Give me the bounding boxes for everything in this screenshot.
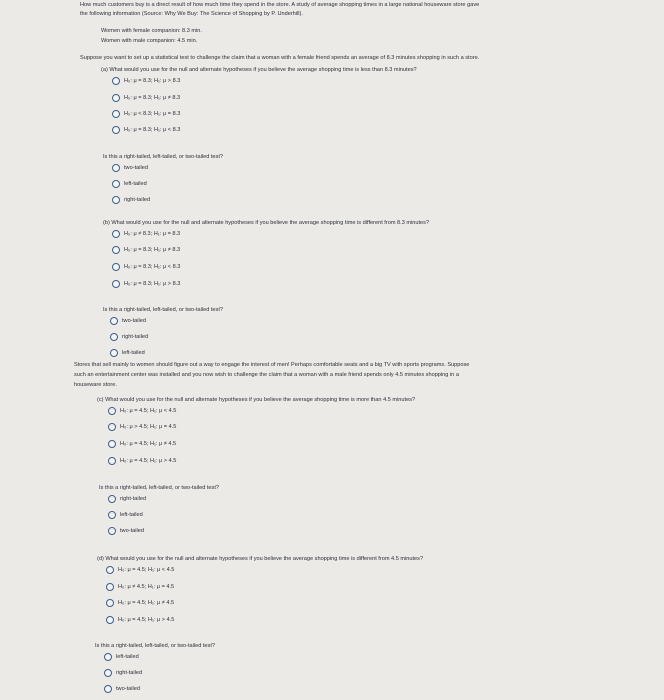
option-label: H₀: μ = 8.3; H₁: μ > 8.3 (124, 280, 181, 287)
part-d-tail-option-2[interactable] (104, 669, 142, 677)
option-label: H₀: μ = 4.5; H₁: μ < 4.5 (120, 407, 177, 414)
option-label: left-tailed (122, 349, 145, 356)
radio-button[interactable] (104, 669, 112, 677)
part-b-option-1[interactable] (112, 230, 180, 238)
part-a-option-2[interactable] (112, 94, 180, 102)
intro-line-2: the following information (Source: Why We Buy: The Science of Shopping by P. Underhill). (80, 11, 303, 17)
option-label: H₀: μ = 8.3; H₁: μ < 8.3 (124, 263, 181, 270)
part-b-option-3[interactable] (112, 263, 180, 271)
part-b-question: (b) What would you use for the null and alternate hypotheses if you believe the average shopping time is different from 8.3 minutes? (103, 220, 430, 226)
radio-button[interactable] (112, 180, 120, 188)
radio-button[interactable] (108, 440, 116, 448)
radio-button[interactable] (108, 423, 116, 431)
radio-button[interactable] (104, 685, 112, 693)
part-d-option-4[interactable] (106, 616, 174, 624)
part-c-tail-option-1[interactable] (108, 495, 146, 503)
option-label: right-tailed (116, 669, 143, 676)
option-label: right-tailed (122, 333, 149, 340)
stores-line-3: houseware store. (74, 382, 117, 388)
option-label: H₀: μ = 4.5; H₁: μ > 4.5 (118, 616, 175, 623)
part-c-tail-option-3[interactable] (108, 527, 144, 535)
radio-button[interactable] (110, 317, 118, 325)
part-b-tail-question: Is this a right-tailed, left-tailed, or two-tailed test? (103, 307, 224, 313)
option-label: two-tailed (120, 527, 144, 534)
part-b-tail-option-2[interactable] (110, 333, 148, 341)
radio-button[interactable] (112, 280, 120, 288)
option-label: H₀: μ = 4.5; H₁: μ ≠ 4.5 (120, 440, 177, 447)
radio-button[interactable] (106, 566, 114, 574)
radio-button[interactable] (112, 77, 120, 85)
part-a-option-4[interactable] (112, 126, 180, 134)
part-c-tail-option-2[interactable] (108, 511, 143, 519)
option-label: left-tailed (120, 511, 143, 518)
intro-line-1: How much customers buy is a direct result of how much time they spend in the store. A study of average shopping times in a large national houseware store gave (80, 2, 480, 8)
option-label: right-tailed (120, 495, 147, 502)
radio-button[interactable] (108, 495, 116, 503)
part-d-tail-question: Is this a right-tailed, left-tailed, or two-tailed test? (95, 643, 216, 649)
option-label: H₀: μ ≠ 8.3; H₁: μ = 8.3 (124, 230, 181, 237)
option-label: left-tailed (124, 180, 147, 187)
option-label: H₀: μ = 4.5; H₁: μ ≠ 4.5 (118, 599, 175, 606)
radio-button[interactable] (112, 246, 120, 254)
part-a-tail-option-1[interactable] (112, 164, 148, 172)
stores-line-2: such an entertainment center was installed and you now wish to challenge the claim that a woman with a male friend spends only 4.5 minutes shopping in a (74, 372, 459, 378)
part-a-option-1[interactable] (112, 77, 180, 85)
part-b-option-2[interactable] (112, 246, 180, 254)
option-label: H₀: μ = 8.3; H₁: μ < 8.3 (124, 126, 181, 133)
radio-button[interactable] (108, 511, 116, 519)
part-b-tail-option-1[interactable] (110, 317, 146, 325)
radio-button[interactable] (112, 263, 120, 271)
option-label: H₀: μ ≠ 4.5; H₁: μ = 4.5 (118, 583, 175, 590)
radio-button[interactable] (112, 126, 120, 134)
option-label: two-tailed (116, 685, 140, 692)
part-b-option-4[interactable] (112, 280, 180, 288)
radio-button[interactable] (106, 616, 114, 624)
radio-button[interactable] (108, 407, 116, 415)
part-a-tail-option-2[interactable] (112, 180, 147, 188)
part-b-tail-option-3[interactable] (110, 349, 145, 357)
radio-button[interactable] (108, 527, 116, 535)
stores-line-1: Stores that sell mainly to women should figure out a way to engage the interest of men! Perhaps comfortable seats and a big TV with sports programs. Suppose (74, 362, 470, 368)
option-label: H₀: μ = 4.5; H₁: μ < 4.5 (118, 566, 175, 573)
part-a-tail-question: Is this a right-tailed, left-tailed, or two-tailed test? (103, 154, 224, 160)
part-c-option-4[interactable] (108, 457, 176, 465)
radio-button[interactable] (112, 94, 120, 102)
option-label: H₀: μ > 4.5; H₁: μ = 4.5 (120, 423, 177, 430)
male-companion-time: Women with male companion: 4.5 min. (101, 38, 198, 44)
radio-button[interactable] (112, 230, 120, 238)
part-a-tail-option-3[interactable] (112, 196, 150, 204)
part-a-option-3[interactable] (112, 110, 180, 118)
female-companion-time: Women with female companion: 8.3 min. (101, 28, 202, 34)
radio-button[interactable] (106, 583, 114, 591)
radio-button[interactable] (106, 599, 114, 607)
part-d-option-1[interactable] (106, 566, 174, 574)
radio-button[interactable] (110, 333, 118, 341)
option-label: H₀: μ < 8.3; H₁: μ = 8.3 (124, 110, 181, 117)
radio-button[interactable] (112, 110, 120, 118)
radio-button[interactable] (108, 457, 116, 465)
radio-button[interactable] (112, 164, 120, 172)
part-d-option-3[interactable] (106, 599, 174, 607)
option-label: H₀: μ = 8.3; H₁: μ ≠ 8.3 (124, 94, 181, 101)
option-label: right-tailed (124, 196, 151, 203)
part-c-option-2[interactable] (108, 423, 176, 431)
part-c-option-3[interactable] (108, 440, 176, 448)
option-label: two-tailed (122, 317, 146, 324)
part-d-tail-option-3[interactable] (104, 685, 140, 693)
suppose-statement: Suppose you want to set up a statistical test to challenge the claim that a woman with a female friend spends an average of 8.3 minutes shopping in such a store. (80, 55, 480, 61)
option-label: H₀: μ = 8.3; H₁: μ ≠ 8.3 (124, 246, 181, 253)
option-label: left-tailed (116, 653, 139, 660)
option-label: H₀: μ = 8.3; H₁: μ > 8.3 (124, 77, 181, 84)
radio-button[interactable] (110, 349, 118, 357)
radio-button[interactable] (104, 653, 112, 661)
part-c-question: (c) What would you use for the null and alternate hypotheses if you believe the average shopping time is more than 4.5 minutes? (97, 397, 416, 403)
option-label: H₀: μ = 4.5; H₁: μ > 4.5 (120, 457, 177, 464)
radio-button[interactable] (112, 196, 120, 204)
part-a-question: (a) What would you use for the null and alternate hypotheses if you believe the average shopping time is less than 8.3 minutes? (101, 67, 417, 73)
option-label: two-tailed (124, 164, 148, 171)
part-c-tail-question: Is this a right-tailed, left-tailed, or two-tailed test? (99, 485, 220, 491)
part-c-option-1[interactable] (108, 407, 176, 415)
part-d-question: (d) What would you use for the null and alternate hypotheses if you believe the average shopping time is different from 4.5 minutes? (97, 556, 424, 562)
part-d-tail-option-1[interactable] (104, 653, 139, 661)
part-d-option-2[interactable] (106, 583, 174, 591)
